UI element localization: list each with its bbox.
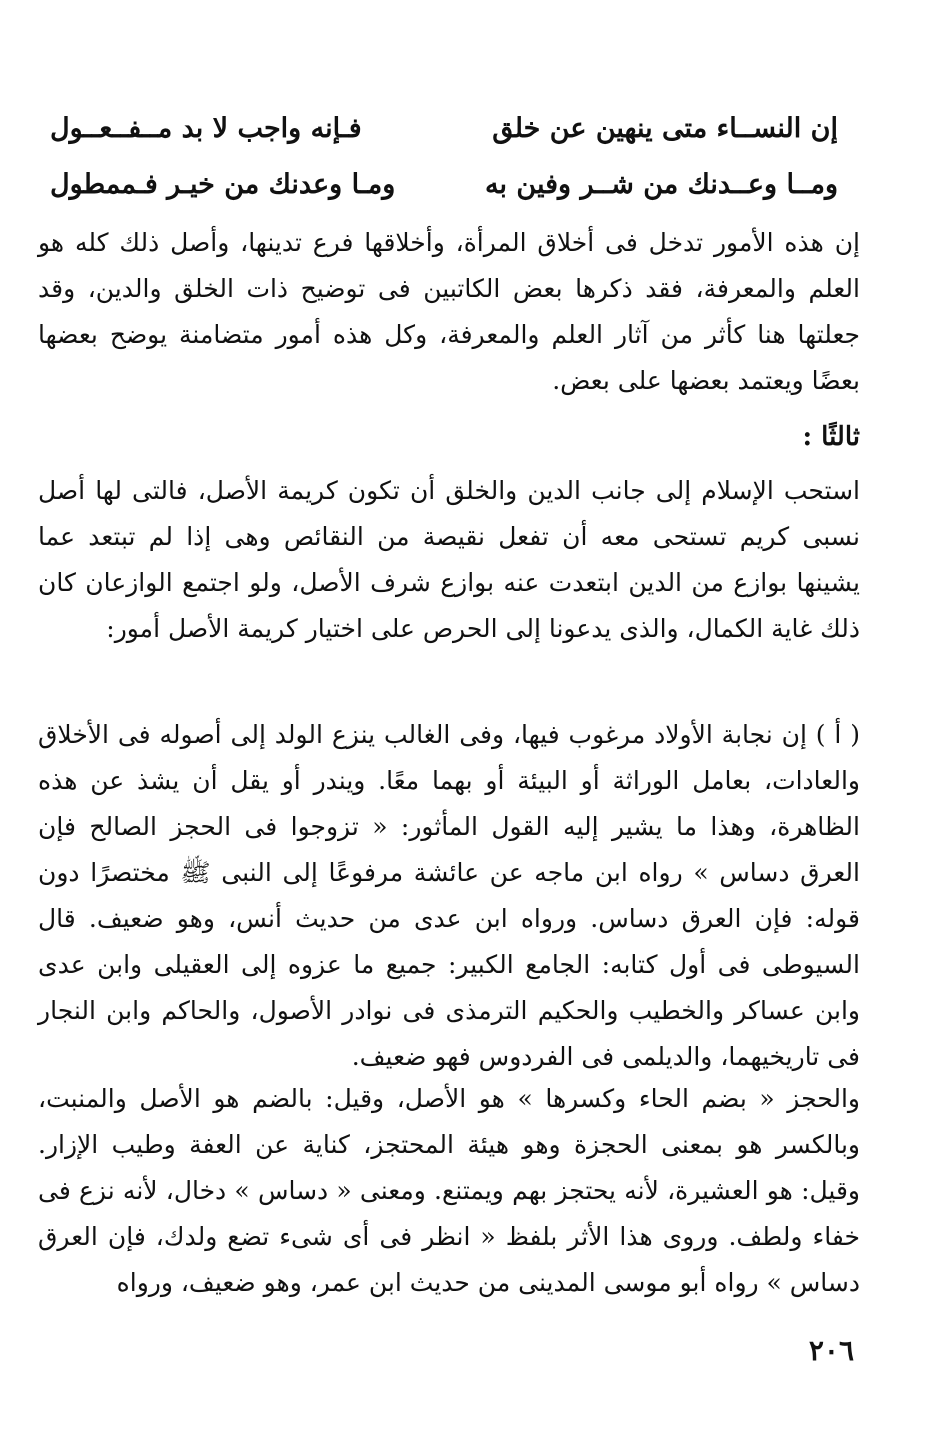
verse-second-hemistich: فـإنه واجب لا بد مــفــعــول	[50, 112, 362, 144]
verse-second-hemistich: ومـا وعدنك من خيـر فـممطول	[50, 168, 396, 200]
verse-line	[50, 156, 838, 212]
verse-first-hemistich: إن النســاء متى ينهين عن خلق	[492, 112, 838, 144]
verse-line	[50, 100, 838, 156]
paragraph-noble-lineage: استحب الإسلام إلى جانب الدين والخلق أن تكون كريمة الأصل، فالتى لها أصل نسبى كريم تستحى معه أن تفعل نقيصة من النقائص وهى إذا لم تبتعد عما يشينها بوازع من الدين ابتعدت عنه بوازع شرف الأصل، ولو اجتمع الوازعان كان ذلك غاية الكمال، والذى يدعونا إلى الحرص على اختيار كريمة الأصل أمور:	[38, 476, 860, 643]
section-heading: ثالثًا :	[802, 422, 860, 452]
paragraph-definition: والحجز « بضم الحاء وكسرها » هو الأصل، وقيل: بالضم هو الأصل والمنبت، وبالكسر هو بمعنى الحجزة وهو هيئة المحتجز، كناية عن العفة وطيب الإزار. وقيل: هو العشيرة، لأنه يحتجز بهم ويمتنع. ومعنى « دساس » دخال، لأنه نزع فى خفاء ولطف. وروى هذا الأثر بلفظ « انظر فى أى شىء تضع ولدك، فإن العرق دساس » رواه أبو موسى المدينى من حديث ابن عمر، وهو ضعيف، ورواه	[38, 1084, 860, 1297]
verse-first-hemistich: ومــا وعــدنك من شــر وفين به	[485, 168, 838, 200]
page-number: ٢٠٦	[808, 1334, 854, 1367]
paragraph-point-a: ( أ ) إن نجابة الأولاد مرغوب فيها، وفى الغالب ينزع الولد إلى أصوله فى الأخلاق والعادات، بعامل الوراثة أو البيئة أو بهما معًا. ويندر أو يقل أن يشذ عن هذه الظاهرة، وهذا ما يشير إليه القول المأثور: « تزوجوا فى الحجز الصالح فإن العرق دساس » رواه ابن ماجه عن عائشة مرفوعًا إلى النبى ﷺ مختصرًا دون قوله: فإن العرق دساس. ورواه ابن عدى من حديث أنس، وهو ضعيف. قال السيوطى فى أول كتابه: الجامع الكبير: جميع ما عزوه إلى العقيلى وابن عدى وابن عساكر والخطيب والحكيم الترمذى فى نوادر الأصول، والحاكم وابن النجار فى تاريخيهما، والديلمى فى الفردوس فهو ضعيف.	[38, 720, 860, 1071]
paragraph-intro: إن هذه الأمور تدخل فى أخلاق المرأة، وأخلاقها فرع تدينها، وأصل ذلك كله هو العلم والمعرفة، فقد ذكرها بعض الكاتبين فى توضيح ذات الخلق والدين، وقد جعلتها هنا كأثر من آثار العلم والمعرفة، وكل هذه أمور متضامنة يوضح بعضها بعضًا ويعتمد بعضها على بعض.	[38, 228, 860, 395]
poem	[50, 100, 838, 212]
